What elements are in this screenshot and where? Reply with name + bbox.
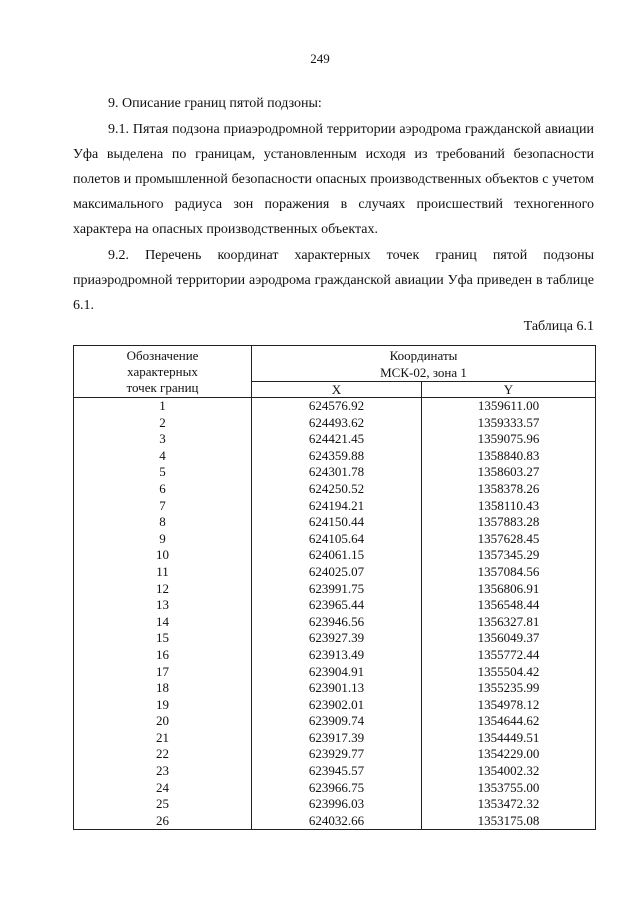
x-coordinate-cell: 623945.57	[252, 763, 422, 780]
x-coordinate-cell: 624301.78	[252, 464, 422, 481]
header-coordinates	[252, 346, 596, 382]
y-coordinate-cell: 1358603.27	[422, 464, 596, 481]
table-row	[74, 531, 596, 548]
header-coordinates-line1: Координаты	[389, 347, 458, 363]
table-row	[74, 763, 596, 780]
y-coordinate-cell: 1353472.32	[422, 796, 596, 813]
table-row	[74, 481, 596, 498]
x-coordinate-cell: 624421.45	[252, 431, 422, 448]
y-coordinate-cell: 1353755.00	[422, 780, 596, 797]
table-row	[74, 498, 596, 515]
point-number-cell: 19	[74, 697, 252, 714]
table-row	[74, 680, 596, 697]
table-row	[74, 448, 596, 465]
y-coordinate-cell: 1353175.08	[422, 813, 596, 830]
section-heading: 9. Описание границ пятой подзоны:	[108, 96, 322, 111]
x-coordinate-cell: 624150.44	[252, 514, 422, 531]
x-coordinate-cell: 623996.03	[252, 796, 422, 813]
coordinates-table-body	[74, 398, 596, 830]
x-coordinate-cell: 623904.91	[252, 664, 422, 681]
y-coordinate-cell: 1356327.81	[422, 614, 596, 631]
y-coordinate-cell: 1354978.12	[422, 697, 596, 714]
point-number-cell: 25	[74, 796, 252, 813]
header-points	[74, 346, 252, 398]
x-coordinate-cell: 624359.88	[252, 448, 422, 465]
point-number-cell: 6	[74, 481, 252, 498]
x-coordinate-cell: 623966.75	[252, 780, 422, 797]
table-row	[74, 514, 596, 531]
paragraph-9-1-text: 9.1. Пятая подзона приаэродромной территории аэродрома гражданской авиации Уфа выделена по границам, установленным исходя из требований безопасности полетов и промышленной безопасности опасных производственных объектов с учетом максимального радиуса зон поражения в случаях происшествий техногенного характера на опасных производственных объектах.	[73, 122, 594, 237]
point-number-cell: 20	[74, 713, 252, 730]
y-coordinate-cell: 1354229.00	[422, 746, 596, 763]
point-number-cell: 12	[74, 581, 252, 598]
y-coordinate-cell: 1356548.44	[422, 597, 596, 614]
header-points-line2: характерных	[127, 363, 198, 379]
header-points-line3: точек границ	[126, 379, 199, 395]
x-coordinate-cell: 624105.64	[252, 531, 422, 548]
table-row	[74, 597, 596, 614]
point-number-cell: 16	[74, 647, 252, 664]
table-row	[74, 647, 596, 664]
point-number-cell: 15	[74, 630, 252, 647]
table-row	[74, 581, 596, 598]
y-coordinate-cell: 1354449.51	[422, 730, 596, 747]
table-row	[74, 464, 596, 481]
y-coordinate-cell: 1358840.83	[422, 448, 596, 465]
x-coordinate-cell: 623913.49	[252, 647, 422, 664]
table-row	[74, 713, 596, 730]
y-coordinate-cell: 1355772.44	[422, 647, 596, 664]
point-number-cell: 21	[74, 730, 252, 747]
point-number-cell: 9	[74, 531, 252, 548]
point-number-cell: 17	[74, 664, 252, 681]
table-row	[74, 547, 596, 564]
point-number-cell: 1	[74, 398, 252, 415]
paragraph-9-1	[73, 117, 594, 242]
y-coordinate-cell: 1359333.57	[422, 415, 596, 432]
y-coordinate-cell: 1354002.32	[422, 763, 596, 780]
x-coordinate-cell: 623927.39	[252, 630, 422, 647]
point-number-cell: 26	[74, 813, 252, 830]
x-coordinate-cell: 623965.44	[252, 597, 422, 614]
y-coordinate-cell: 1355235.99	[422, 680, 596, 697]
point-number-cell: 4	[74, 448, 252, 465]
point-number-cell: 23	[74, 763, 252, 780]
x-coordinate-cell: 623929.77	[252, 746, 422, 763]
point-number-cell: 22	[74, 746, 252, 763]
paragraph-9-2	[73, 243, 594, 318]
x-coordinate-cell: 624194.21	[252, 498, 422, 515]
y-coordinate-cell: 1357883.28	[422, 514, 596, 531]
x-coordinate-cell: 624025.07	[252, 564, 422, 581]
x-coordinate-cell: 623917.39	[252, 730, 422, 747]
x-coordinate-cell: 624061.15	[252, 547, 422, 564]
point-number-cell: 5	[74, 464, 252, 481]
point-number-cell: 11	[74, 564, 252, 581]
x-coordinate-cell: 623991.75	[252, 581, 422, 598]
y-coordinate-cell: 1358378.26	[422, 481, 596, 498]
x-coordinate-cell: 623901.13	[252, 680, 422, 697]
paragraph-9-2-text: 9.2. Перечень координат характерных точек границ пятой подзоны приаэродромной территории аэродрома гражданской авиации Уфа приведен в таблице 6.1.	[73, 248, 594, 313]
x-coordinate-cell: 624032.66	[252, 813, 422, 830]
header-points-line1: Обозначение	[126, 347, 199, 363]
y-coordinate-cell: 1357084.56	[422, 564, 596, 581]
point-number-cell: 7	[74, 498, 252, 515]
point-number-cell: 14	[74, 614, 252, 631]
table-row	[74, 813, 596, 830]
table-row	[74, 630, 596, 647]
x-coordinate-cell: 623946.56	[252, 614, 422, 631]
header-coordinates-line2: МСК-02, зона 1	[380, 364, 467, 380]
header-y: Y	[422, 382, 596, 398]
table-row	[74, 746, 596, 763]
point-number-cell: 8	[74, 514, 252, 531]
x-coordinate-cell: 623902.01	[252, 697, 422, 714]
point-number-cell: 18	[74, 680, 252, 697]
table-row	[74, 398, 596, 415]
point-number-cell: 10	[74, 547, 252, 564]
header-x: X	[252, 382, 422, 398]
y-coordinate-cell: 1354644.62	[422, 713, 596, 730]
page-number: 249	[310, 51, 330, 66]
coordinates-table	[73, 345, 596, 830]
table-caption: Таблица 6.1	[523, 319, 594, 334]
y-coordinate-cell: 1359075.96	[422, 431, 596, 448]
table-row	[74, 614, 596, 631]
y-coordinate-cell: 1357628.45	[422, 531, 596, 548]
table-row	[74, 780, 596, 797]
x-coordinate-cell: 623909.74	[252, 713, 422, 730]
y-coordinate-cell: 1356049.37	[422, 630, 596, 647]
y-coordinate-cell: 1355504.42	[422, 664, 596, 681]
table-row	[74, 664, 596, 681]
table-row	[74, 415, 596, 432]
table-row	[74, 730, 596, 747]
x-coordinate-cell: 624493.62	[252, 415, 422, 432]
y-coordinate-cell: 1358110.43	[422, 498, 596, 515]
point-number-cell: 24	[74, 780, 252, 797]
x-coordinate-cell: 624576.92	[252, 398, 422, 415]
x-coordinate-cell: 624250.52	[252, 481, 422, 498]
point-number-cell: 13	[74, 597, 252, 614]
table-row	[74, 697, 596, 714]
table-row	[74, 564, 596, 581]
table-row	[74, 796, 596, 813]
point-number-cell: 3	[74, 431, 252, 448]
y-coordinate-cell: 1359611.00	[422, 398, 596, 415]
y-coordinate-cell: 1356806.91	[422, 581, 596, 598]
point-number-cell: 2	[74, 415, 252, 432]
table-row	[74, 431, 596, 448]
y-coordinate-cell: 1357345.29	[422, 547, 596, 564]
